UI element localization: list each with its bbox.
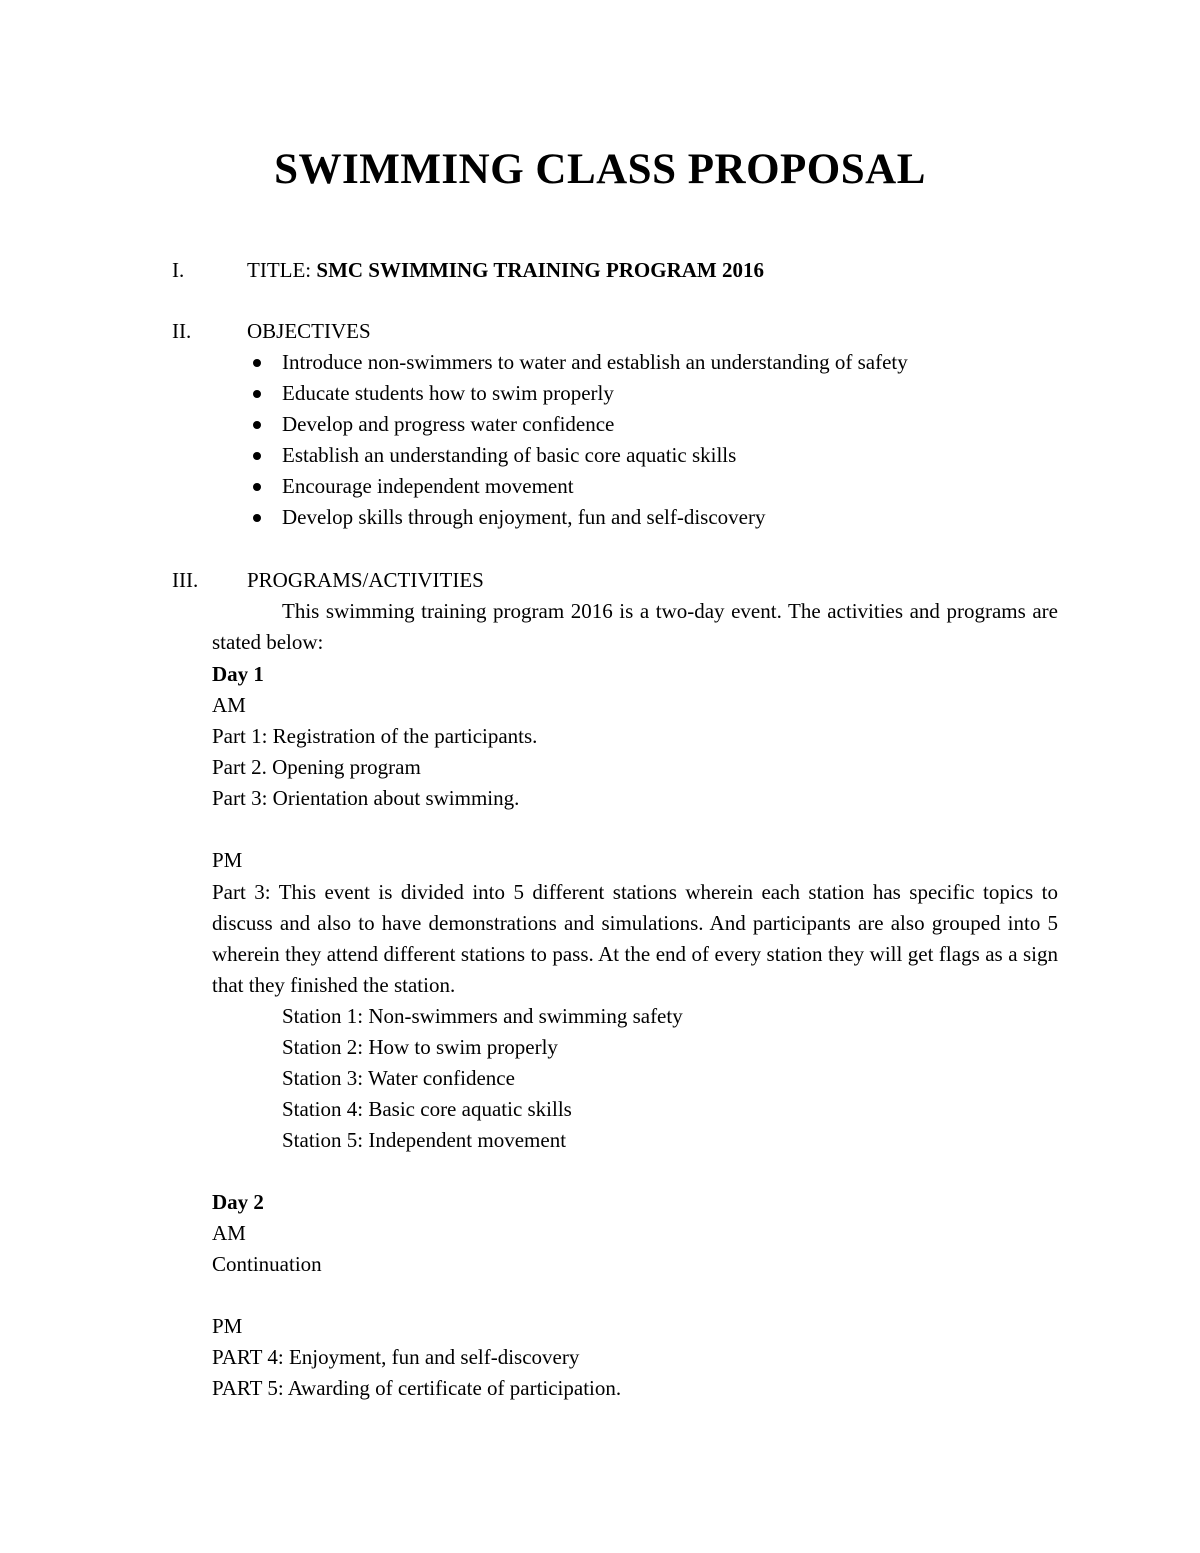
station-item: Station 5: Independent movement xyxy=(282,1128,567,1152)
section-i-heading xyxy=(247,255,764,286)
objective-item: Develop and progress water confidence xyxy=(240,409,908,440)
document-title: SWIMMING CLASS PROPOSAL xyxy=(274,146,926,193)
day1-am-item: Part 2. Opening program xyxy=(212,755,421,779)
day2-heading: Day 2 xyxy=(212,1190,264,1214)
objectives-list xyxy=(240,347,908,533)
day1-am-item: Part 3: Orientation about swimming. xyxy=(212,786,520,810)
day1-pm-paragraph: Part 3: This event is divided into 5 different stations wherein each station has specific topics to discuss and also to have demonstrations and simulations. And participants are also grouped into 5 wherein they attend different stations to pass. At the end of every station they will get flags as a sign that they finished the station. xyxy=(212,880,1058,997)
bullet-icon xyxy=(253,359,261,367)
section-i-label: TITLE: xyxy=(247,258,317,282)
day2-pm-label: PM xyxy=(212,1314,243,1338)
section-i-numeral: I. xyxy=(172,258,185,282)
section-ii-heading: OBJECTIVES xyxy=(247,319,371,343)
objective-item: Encourage independent movement xyxy=(240,471,908,502)
day1-heading: Day 1 xyxy=(212,662,264,686)
bullet-icon xyxy=(253,452,261,460)
program-name: SMC SWIMMING TRAINING PROGRAM 2016 xyxy=(316,258,765,282)
bullet-icon xyxy=(253,514,261,522)
day2-am-label: AM xyxy=(212,1221,246,1245)
objective-item: Educate students how to swim properly xyxy=(240,378,908,409)
station-item: Station 2: How to swim properly xyxy=(282,1035,558,1059)
day1-am-label: AM xyxy=(212,693,246,717)
day1-pm-label: PM xyxy=(212,848,243,872)
day2-pm-item: PART 5: Awarding of certificate of participation. xyxy=(212,1376,622,1400)
stations-list xyxy=(282,1001,683,1156)
station-item: Station 4: Basic core aquatic skills xyxy=(282,1097,572,1121)
day2-am-text: Continuation xyxy=(212,1252,322,1276)
objective-item: Introduce non-swimmers to water and establish an understanding of safety xyxy=(240,347,908,378)
bullet-icon xyxy=(253,390,261,398)
day1-am-item: Part 1: Registration of the participants. xyxy=(212,724,538,748)
section-iii-heading: PROGRAMS/ACTIVITIES xyxy=(247,568,484,592)
day2-pm-item: PART 4: Enjoyment, fun and self-discovery xyxy=(212,1345,580,1369)
bullet-icon xyxy=(253,421,261,429)
section-ii-numeral: II. xyxy=(172,319,192,343)
objective-item: Establish an understanding of basic core aquatic skills xyxy=(240,440,908,471)
section-iii-numeral: III. xyxy=(172,568,199,592)
station-item: Station 1: Non-swimmers and swimming safety xyxy=(282,1004,683,1028)
station-item: Station 3: Water confidence xyxy=(282,1066,515,1090)
programs-intro: This swimming training program 2016 is a two-day event. The activities and programs are stated below: xyxy=(212,599,1058,654)
bullet-icon xyxy=(253,483,261,491)
objective-item: Develop skills through enjoyment, fun and self-discovery xyxy=(240,502,908,533)
